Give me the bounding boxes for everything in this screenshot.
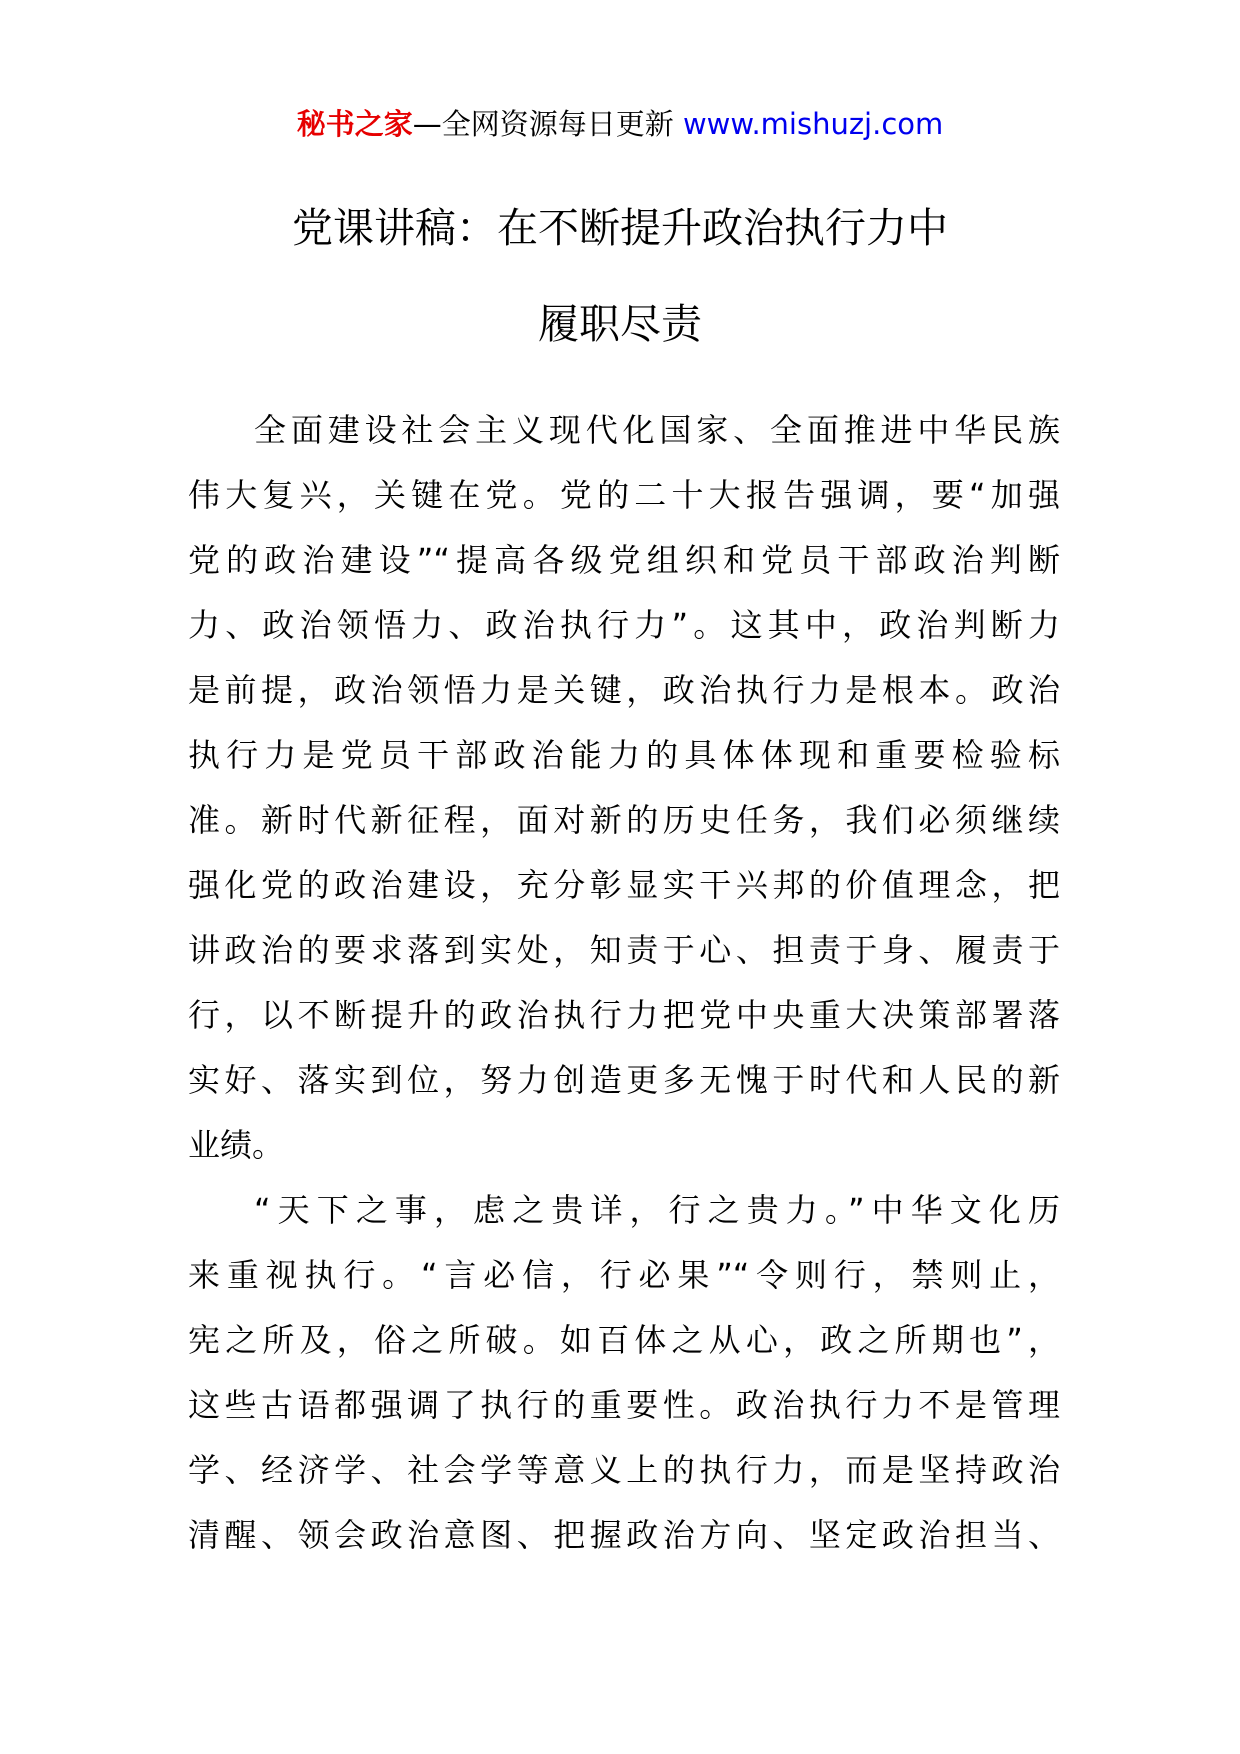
paragraph-line: 行，以不断提升的政治执行力把党中央重大决策部署落 <box>188 996 1060 1034</box>
site-header <box>0 100 1240 148</box>
paragraph-line: 业绩。 <box>188 1126 285 1164</box>
paragraph-line: 执行力是党员干部政治能力的具体体现和重要检验标 <box>188 736 1060 774</box>
brand-name: 秘书之家 <box>296 107 413 141</box>
paragraph-line: 全面建设社会主义现代化国家、全面推进中华民族 <box>254 411 1060 449</box>
paragraph-line: 准。新时代新征程，面对新的历史任务，我们必须继续 <box>188 801 1060 839</box>
paragraph-line: 宪之所及，俗之所破。如百体之从心，政之所期也”， <box>188 1321 1060 1359</box>
header-tagline: —全网资源每日更新 <box>412 107 674 141</box>
paragraph-line: 学、经济学、社会学等意义上的执行力，而是坚持政治 <box>188 1451 1060 1489</box>
paragraph-2 <box>188 1178 1060 1568</box>
site-url-link[interactable]: www.mishuzj.com <box>682 107 944 141</box>
paragraph-line: 实好、落实到位，努力创造更多无愧于时代和人民的新 <box>188 1061 1060 1099</box>
paragraph-line: 清醒、领会政治意图、把握政治方向、坚定政治担当、 <box>188 1516 1060 1554</box>
paragraph-line: 是前提，政治领悟力是关键，政治执行力是根本。政治 <box>188 671 1060 709</box>
paragraph-line: 强化党的政治建设，充分彰显实干兴邦的价值理念，把 <box>188 866 1060 904</box>
paragraph-line: 党的政治建设”“提高各级党组织和党员干部政治判断 <box>188 541 1060 579</box>
paragraph-line: 伟大复兴，关键在党。党的二十大报告强调，要“加强 <box>188 476 1060 514</box>
paragraph-line: “天下之事，虑之贵详，行之贵力。”中华文化历 <box>254 1191 1060 1229</box>
paragraph-line: 力、政治领悟力、政治执行力”。这其中，政治判断力 <box>188 606 1060 644</box>
paragraph-line: 讲政治的要求落到实处，知责于心、担责于身、履责于 <box>188 931 1060 969</box>
document-title-line-1: 党课讲稿：在不断提升政治执行力中 <box>292 204 948 252</box>
document-title-line-2: 履职尽责 <box>538 300 702 348</box>
paragraph-line: 这些古语都强调了执行的重要性。政治执行力不是管理 <box>188 1386 1060 1424</box>
paragraph-line: 来重视执行。“言必信，行必果”“令则行，禁则止， <box>188 1256 1060 1294</box>
document-body <box>188 398 1060 1568</box>
paragraph-1 <box>188 398 1060 1178</box>
